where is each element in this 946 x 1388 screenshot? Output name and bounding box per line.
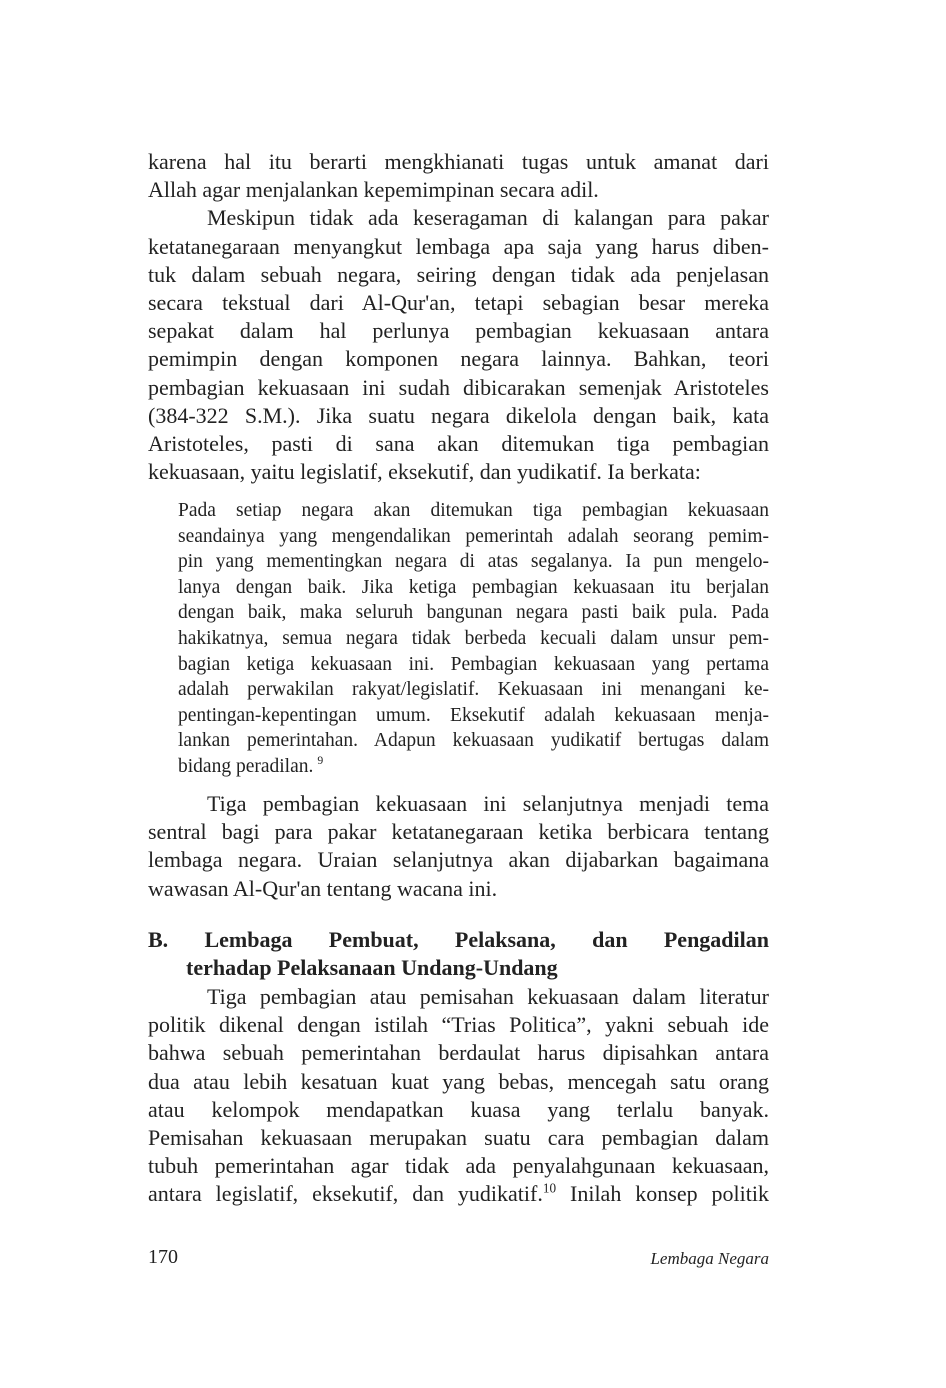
paragraph-line: lankan pemerintahan. Adapun kekuasaan yudikatif bertugas dalam <box>178 730 769 752</box>
paragraph-line: bahwa sebuah pemerintahan berdaulat harus dipisahkan antara <box>148 1040 769 1066</box>
paragraph-line: karena hal itu berarti mengkhianati tugas untuk amanat dari <box>148 149 769 174</box>
paragraph-line: pentingan-kepentingan umum. Eksekutif adalah kekuasaan menja- <box>178 704 769 726</box>
section-heading <box>148 926 769 982</box>
paragraph-line: atau kelompok mendapatkan kuasa yang terlalu banyak. <box>148 1096 769 1122</box>
paragraph-4 <box>148 983 769 1209</box>
paragraph-3 <box>148 790 769 903</box>
paragraph-line: Allah agar menjalankan kepemimpinan secara adil. <box>148 177 599 203</box>
running-title: Lembaga Negara <box>650 1249 769 1268</box>
paragraph-line: wawasan Al-Qur'an tentang wacana ini. <box>148 875 498 901</box>
paragraph-line: Tiga pembagian kekuasaan ini selanjutnya menjadi tema <box>207 791 769 816</box>
paragraph-line: Pemisahan kekuasaan merupakan suatu cara pembagian dalam <box>148 1124 769 1150</box>
paragraph-line: ketatanegaraan menyangkut lembaga apa saja yang harus diben- <box>148 233 769 259</box>
paragraph-1 <box>148 148 769 204</box>
heading-line-1: B. Lembaga Pembuat, Pelaksana, dan Pengadilan <box>148 927 769 952</box>
paragraph-line: Meskipun tidak ada keseragaman di kalangan para pakar <box>207 205 769 231</box>
paragraph-line: (384-322 S.M.). Jika suatu negara dikelola dengan baik, kata <box>148 402 769 428</box>
paragraph-line: lembaga negara. Uraian selanjutnya akan dijabarkan bagaimana <box>148 847 769 873</box>
page-number: 170 <box>148 1246 178 1268</box>
paragraph-line: hakikatnya, semua negara tidak berbeda kecuali dalam unsur pem- <box>178 627 769 649</box>
paragraph-line: politik dikenal dengan istilah “Trias Politica”, yakni sebuah ide <box>148 1012 769 1038</box>
paragraph-2 <box>148 204 769 486</box>
footnote-ref: 9 <box>317 754 324 768</box>
paragraph-line: pin yang mementingkan negara di atas segalanya. Ia pun mengelo- <box>178 551 769 573</box>
paragraph-line: lanya dengan baik. Jika ketiga pembagian kekuasaan itu berjalan <box>178 576 769 598</box>
paragraph-line: Pada setiap negara akan ditemukan tiga pembagian kekuasaan <box>178 500 769 521</box>
heading-line-2: terhadap Pelaksanaan Undang-Undang <box>186 955 558 980</box>
footnote-ref: 10 <box>542 1180 557 1196</box>
paragraph-line: kekuasaan, yaitu legislatif, eksekutif, dan yudikatif. Ia berkata: <box>148 459 701 485</box>
paragraph-line: dengan baik, maka seluruh bangunan negara pasti baik pula. Pada <box>178 602 769 624</box>
paragraph-line: sentral bagi para pakar ketatanegaraan ketika berbicara tentang <box>148 819 769 845</box>
paragraph-line: Tiga pembagian atau pemisahan kekuasaan dalam literatur <box>207 984 769 1009</box>
paragraph-line: seandainya yang mengendalikan pemerintah adalah seorang pemim- <box>178 525 769 547</box>
paragraph-line: pembagian kekuasaan ini sudah dibicarakan semenjak Aristoteles <box>148 374 769 400</box>
paragraph-line: Aristoteles, pasti di sana akan ditemukan tiga pembagian <box>148 430 769 456</box>
paragraph-line: bidang peradilan. $^9$ <box>178 754 324 777</box>
paragraph-line: sepakat dalam hal perlunya pembagian kekuasaan antara <box>148 318 769 344</box>
paragraph-line: secara tekstual dari Al-Qur'an, tetapi sebagian besar mereka <box>148 289 769 315</box>
paragraph-line: tubuh pemerintahan agar tidak ada penyalahgunaan kekuasaan, <box>148 1153 769 1179</box>
paragraph-line: dua atau lebih kesatuan kuat yang bebas, mencegah satu orang <box>148 1068 769 1094</box>
paragraph-line: pemimpin dengan komponen negara lainnya. Bahkan, teori <box>148 346 769 372</box>
paragraph-line: adalah perwakilan rakyat/legislatif. Kekuasaan ini menangani ke- <box>178 679 769 701</box>
paragraph-line: antara legislatif, eksekutif, dan yudikatif.$^{10}$ Inilah konsep politik <box>148 1180 769 1207</box>
paragraph-line: tuk dalam sebuah negara, seiring dengan tidak ada penjelasan <box>148 261 769 287</box>
paragraph-line: bagian ketiga kekuasaan ini. Pembagian kekuasaan yang pertama <box>178 653 769 675</box>
block-quote <box>178 498 769 780</box>
